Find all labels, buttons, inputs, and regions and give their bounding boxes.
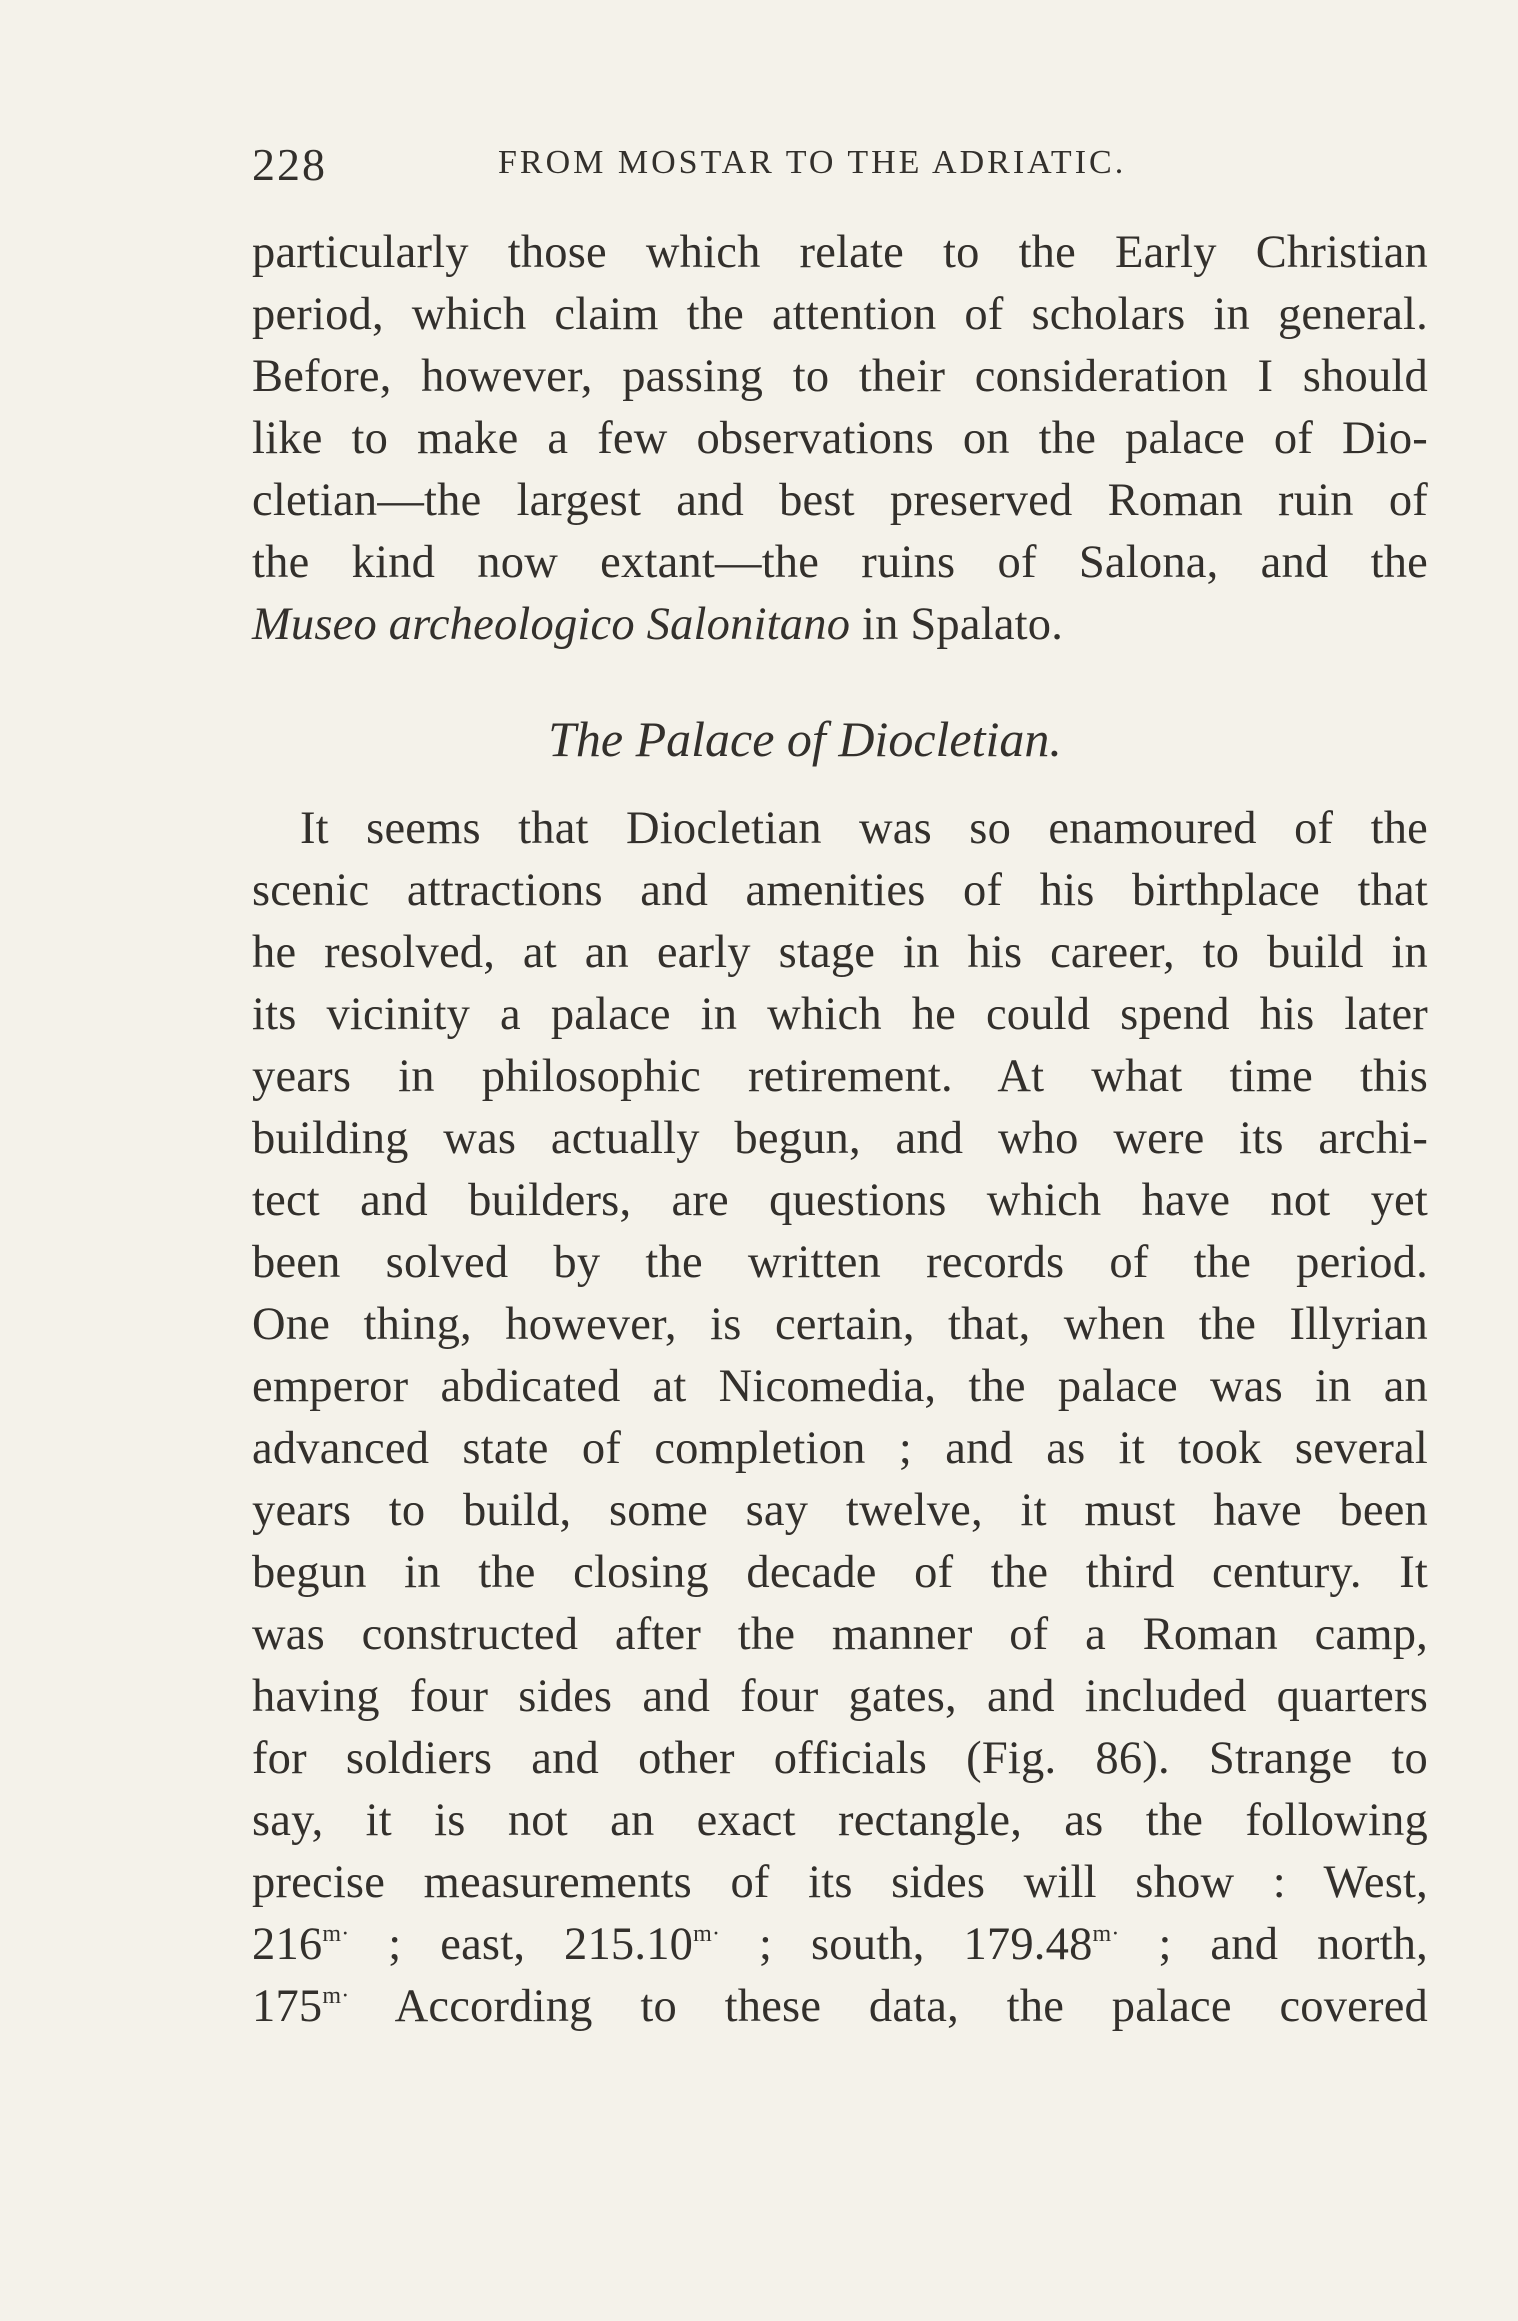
measure-north: 175 bbox=[252, 1981, 323, 2032]
text-line: It seems that Diocletian was so enamoured of the bbox=[300, 803, 1428, 854]
unit-mark: m· bbox=[322, 1921, 350, 1947]
text-line: the kind now extant—the ruins of Salona, and the bbox=[252, 537, 1428, 588]
text-line: cletian—the largest and best preserved Roman ruin of bbox=[252, 475, 1428, 526]
section-heading: The Palace of Diocletian. bbox=[548, 711, 1062, 767]
text-line: begun in the closing decade of the third century. It bbox=[252, 1547, 1428, 1598]
measure-south: ; south, 179.48 bbox=[720, 1919, 1093, 1970]
text-line: years in philosophic retirement. At what time this bbox=[252, 1051, 1428, 1102]
running-head bbox=[252, 138, 1428, 188]
measure-east: ; east, 215.10 bbox=[349, 1919, 694, 1970]
text-line: tect and builders, are questions which have not yet bbox=[252, 1175, 1428, 1226]
text-line: like to make a few observations on the palace of Dio- bbox=[252, 413, 1428, 464]
text-line: particularly those which relate to the Early Christian bbox=[252, 227, 1428, 278]
measure-north-label: ; and north, bbox=[1119, 1919, 1428, 1970]
page-number: 228 bbox=[252, 139, 327, 190]
text-line: period, which claim the attention of scholars in general. bbox=[252, 289, 1428, 340]
unit-mark: m· bbox=[693, 1921, 721, 1947]
text-line: Before, however, passing to their consideration I should bbox=[252, 351, 1428, 402]
unit-mark: m· bbox=[322, 1983, 350, 2009]
text-line: been solved by the written records of the period. bbox=[252, 1237, 1428, 1288]
text-fragment: According to these data, the palace covered bbox=[349, 1981, 1428, 2032]
text-line bbox=[252, 594, 1428, 656]
text-line: its vicinity a palace in which he could spend his later bbox=[252, 989, 1428, 1040]
text-line: precise measurements of its sides will show : West, bbox=[252, 1857, 1428, 1908]
unit-mark: m· bbox=[1092, 1921, 1120, 1947]
italic-museum-name: Museo archeologico Salonitano bbox=[252, 599, 851, 650]
text-line: say, it is not an exact rectangle, as the following bbox=[252, 1795, 1428, 1846]
measurements-line bbox=[252, 1914, 1428, 1976]
body-text bbox=[252, 222, 1428, 2038]
text-line: having four sides and four gates, and included quarters bbox=[252, 1671, 1428, 1722]
text-line: he resolved, at an early stage in his career, to build in bbox=[252, 927, 1428, 978]
text-line: for soldiers and other officials (Fig. 86). Strange to bbox=[252, 1733, 1428, 1784]
text-line: emperor abdicated at Nicomedia, the palace was in an bbox=[252, 1361, 1428, 1412]
text-line: was constructed after the manner of a Roman camp, bbox=[252, 1609, 1428, 1660]
text-line-final bbox=[252, 1976, 1428, 2038]
text-line: years to build, some say twelve, it must have been bbox=[252, 1485, 1428, 1536]
paragraph-intro bbox=[252, 222, 1428, 656]
text-line: One thing, however, is certain, that, when the Illyrian bbox=[252, 1299, 1428, 1350]
text-line: advanced state of completion ; and as it took several bbox=[252, 1423, 1428, 1474]
text-fragment: in Spalato. bbox=[850, 599, 1064, 650]
text-line: scenic attractions and amenities of his birthplace that bbox=[252, 865, 1428, 916]
measure-west: 216 bbox=[252, 1919, 323, 1970]
text-line: building was actually begun, and who were its archi- bbox=[252, 1113, 1428, 1164]
running-title: FROM MOSTAR TO THE ADRIATIC. bbox=[498, 144, 1127, 181]
paragraph-palace bbox=[252, 798, 1428, 2038]
